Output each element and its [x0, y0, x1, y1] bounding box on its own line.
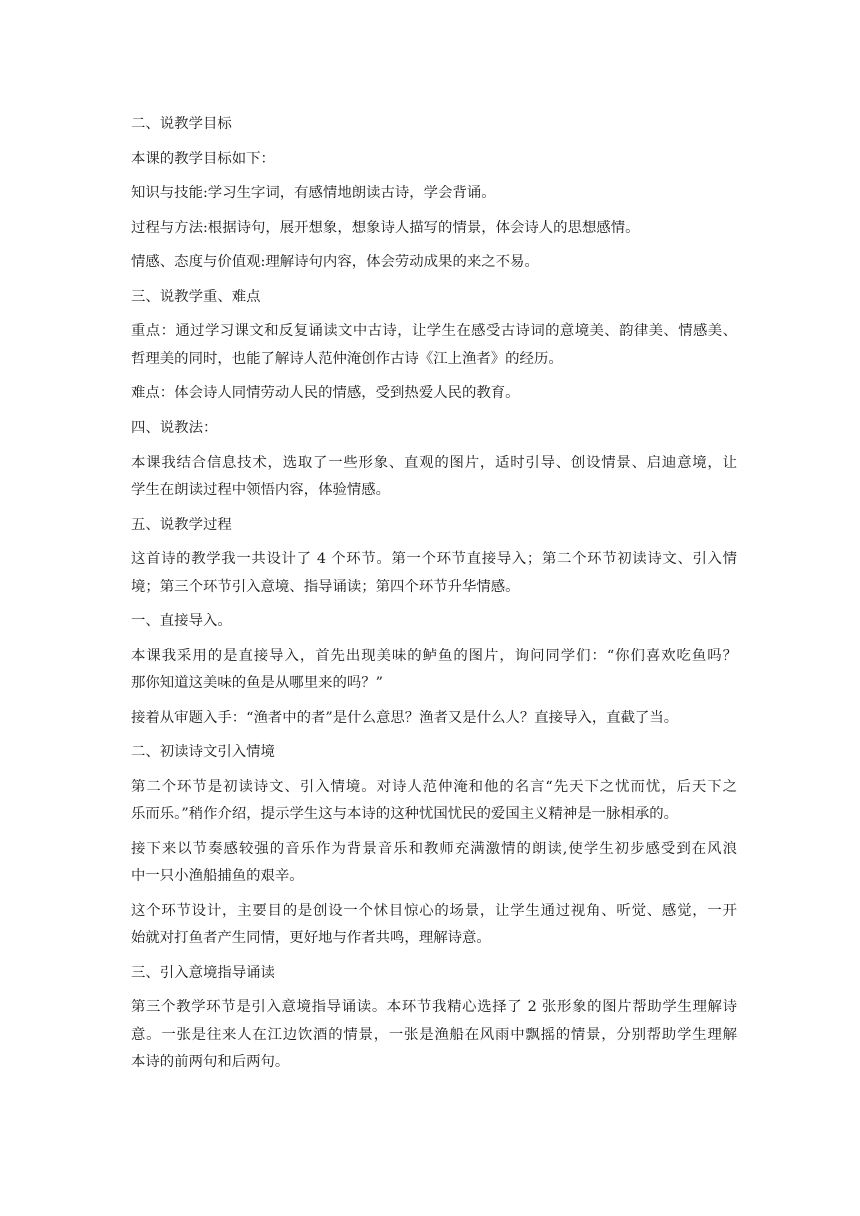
- paragraph-step2-design-line: 始就对打鱼者产生同情，更好地与作者共鸣，理解诗意。: [131, 930, 491, 947]
- paragraph-goal-process: 过程与方法:根据诗句，展开想象，想象诗人描写的情景，体会诗人的思想感情。: [131, 219, 640, 236]
- section-heading-process: 五、说教学过程: [131, 516, 232, 533]
- paragraph-step1-line: 本课我采用的是直接导入，首先出现美味的鲈鱼的图片，询问同学们：“你们喜欢吃鱼吗？: [131, 647, 737, 664]
- section-heading-key-points: 三、说教学重、难点: [131, 288, 261, 305]
- paragraph-goal-knowledge: 知识与技能:学习生字词，有感情地朗读古诗，学会背诵。: [131, 185, 496, 202]
- paragraph-process-line: 这首诗的教学我一共设计了 4 个环节。第一个环节直接导入；第二个环节初读诗文、引入情: [131, 551, 737, 568]
- paragraph-step1-title-analysis: 接着从审题入手：“渔者中的者”是什么意思？渔者又是什么人？直接导入，直截了当。: [131, 709, 679, 726]
- paragraph-difficulty: 难点：体会诗人同情劳动人民的情感，受到热爱人民的教育。: [131, 385, 520, 402]
- paragraph-goals-intro: 本课的教学目标如下：: [131, 150, 275, 167]
- paragraph-goal-emotion: 情感、态度与价值观:理解诗句内容，体会劳动成果的来之不易。: [131, 254, 539, 271]
- paragraph-step2-design-line: 这个环节设计，主要目的是创设一个怵目惊心的场景，让学生通过视角、听觉、感觉，一开: [131, 902, 737, 919]
- paragraph-process-line: 境；第三个环节引入意境、指导诵读；第四个环节升华情感。: [131, 578, 520, 595]
- step-heading-direct-intro: 一、直接导入。: [131, 613, 232, 630]
- paragraph-step2-line: 第二个环节是初读诗文、引入情境。对诗人范仲淹和他的名言“先天下之忧而忧，后天下之: [131, 778, 737, 795]
- paragraph-step3-line: 意。一张是往来人在江边饮酒的情景，一张是渔船在风雨中飘摇的情景，分别帮助学生理解: [131, 1026, 737, 1043]
- step-heading-guided-recitation: 三、引入意境指导诵读: [131, 964, 275, 981]
- document-body: [131, 111, 737, 1076]
- section-heading-teaching-goals: 二、说教学目标: [131, 116, 232, 132]
- paragraph-step3-line: 第三个教学环节是引入意境指导诵读。本环节我精心选择了 2 张形象的图片帮助学生理解诗: [131, 999, 737, 1016]
- paragraph-step2-music-line: 接下来以节奏感较强的音乐作为背景音乐和教师充满激情的朗读,使学生初步感受到在风浪: [131, 840, 737, 857]
- paragraph-step3-line: 本诗的前两句和后两句。: [131, 1054, 290, 1071]
- paragraph-step2-music-line: 中一只小渔船捕鱼的艰辛。: [131, 868, 304, 885]
- paragraph-key-point-line: 重点：通过学习课文和反复诵读文中古诗，让学生在感受古诗词的意境美、韵律美、情感美、: [131, 323, 737, 340]
- section-heading-method: 四、说教法：: [131, 420, 218, 437]
- paragraph-step2-line: 乐而乐。”稍作介绍，提示学生这与本诗的这种忧国忧民的爱国主义精神是一脉相承的。: [131, 806, 679, 823]
- paragraph-step1-line: 那你知道这美味的鱼是从哪里来的吗？”: [131, 675, 383, 692]
- paragraph-method-line: 学生在朗读过程中领悟内容，体验情感。: [131, 481, 391, 498]
- step-heading-first-reading: 二、初读诗文引入情境: [131, 744, 275, 761]
- paragraph-key-point-line: 哲理美的同时，也能了解诗人范仲淹创作古诗《江上渔者》的经历。: [131, 350, 563, 367]
- paragraph-method-line: 本课我结合信息技术，选取了一些形象、直观的图片，适时引导、创设情景、启迪意境，让: [131, 454, 737, 471]
